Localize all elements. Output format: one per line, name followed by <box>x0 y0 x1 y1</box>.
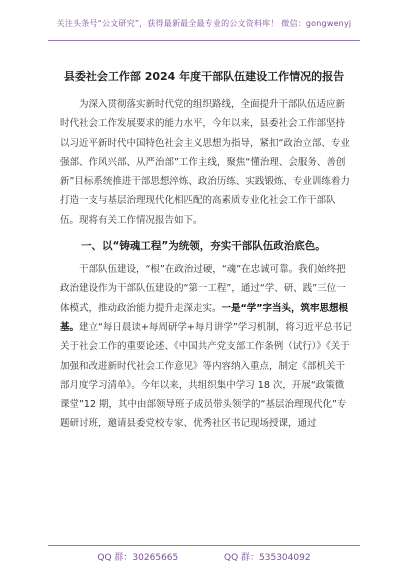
section-paragraph-continued: 建立“每日晨读+每周研学+每月讲学”学习机制，将习近平总书记关于社会工作的重要论述、《中国共产党支部工作条例（试行）》《关于加强和改进新时代社会工作意见》等内容纳入重点，制定《部机关干部月度学习清单》。今年以来，共组织集中学习 18 次，开展“政策微课堂”12 期，其中由部领导班子成员带头领学的“基层治理现代化”专题研讨班，邀请县委党校专家、优秀社区书记现场授课，通过 <box>60 321 352 430</box>
section-paragraph <box>60 260 352 434</box>
footer-qq-group-2: QQ 群：535304092 <box>224 553 311 563</box>
header-divider <box>48 40 360 41</box>
section-bold-lead: 一是“学”字当头，筑牢思想根基。 <box>60 302 349 333</box>
section-paragraph-text: 干部队伍建设，“根”在政治过硬，“魂”在忠诚可靠。我们始终把政治建设作为干部队伍建设的“第一工程”，通过“学、研、践”三位一体模式，推动政治能力提升走深走实。 <box>60 264 346 314</box>
header-banner: 关注头条号“公文研究”，获得最新最全最专业的公文资料库！ 微信：gongwenyj <box>56 19 352 28</box>
footer <box>0 550 408 563</box>
footer-divider <box>48 545 360 546</box>
footer-qq-group-1: QQ 群：30265665 <box>97 553 179 563</box>
section-heading: 一、以“铸魂工程”为统领，夯实干部队伍政治底色。 <box>81 240 326 253</box>
document-title: 县委社会工作部 2024 年度干部队伍建设工作情况的报告 <box>63 70 345 83</box>
document-body <box>60 95 352 434</box>
intro-paragraph: 为深入贯彻落实新时代党的组织路线，全面提升干部队伍适应新时代社会工作发展要求的能力水平，今年以来，县委社会工作部坚持以习近平新时代中国特色社会主义思想为指导，紧扣“政治立部、专业强部、作风兴部、从严治部”工作主线，聚焦“懂治理、会服务、善创新”目标系统推进干部思想淬炼、政治历练、实践锻炼、专业训练着力打造一支与基层治理现代化相匹配的高素质专业化社会工作干部队伍。现将有关工作情况报告如下。 <box>60 99 350 226</box>
